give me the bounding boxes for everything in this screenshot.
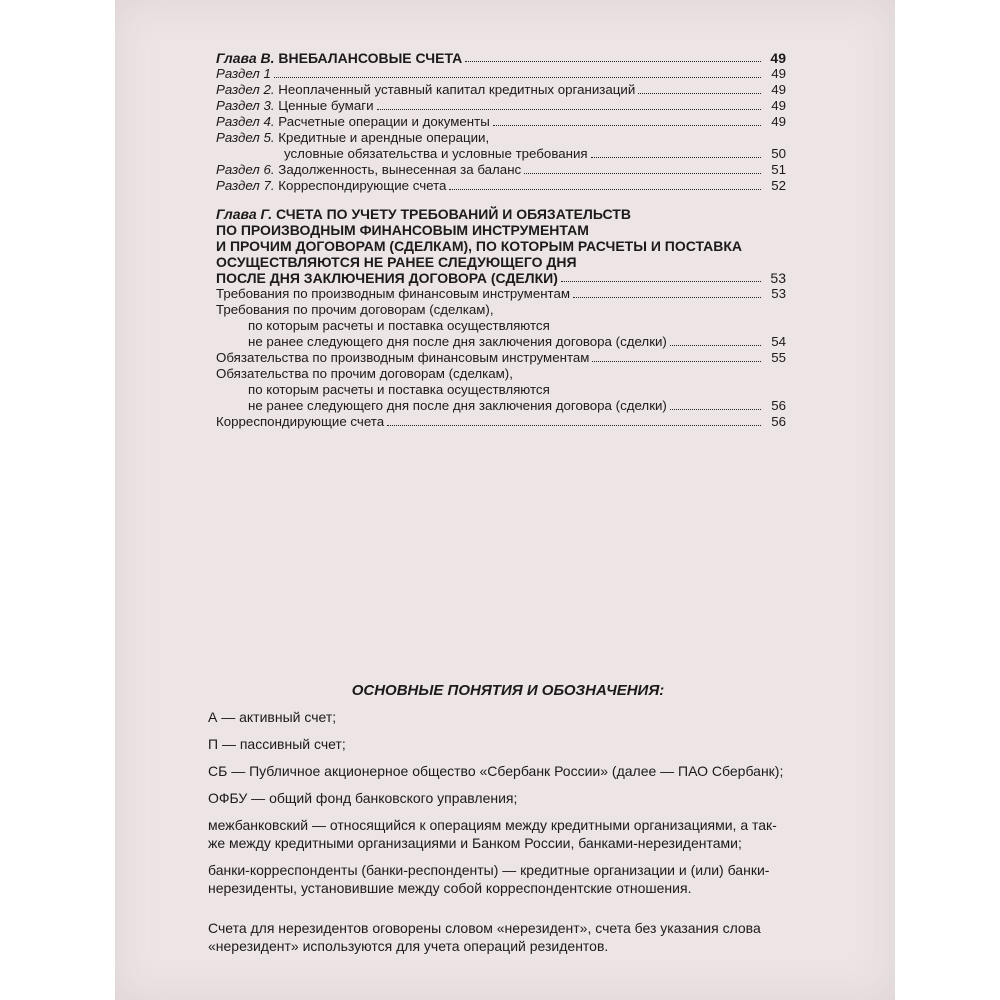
toc-section-2[interactable] (216, 82, 786, 98)
item-title-line: не ранее следующего дня после дня заключения договора (сделки) (248, 334, 667, 349)
toc-item-5[interactable] (216, 414, 786, 430)
leader-dots (387, 425, 761, 426)
leader-dots (274, 77, 761, 78)
item-title-line: по которым расчеты и поставка осуществляются (248, 382, 550, 397)
note-line: ОФБУ — общий фонд банковского управления; (208, 790, 518, 806)
leader-dots (670, 409, 761, 410)
page-number: 55 (771, 350, 786, 365)
leader-dots (493, 125, 761, 126)
chapter-title-line: ПО ПРОИЗВОДНЫМ ФИНАНСОВЫМ ИНСТРУМЕНТАМ (216, 222, 589, 238)
note-item (208, 735, 788, 753)
leader-dots (573, 297, 761, 298)
notes-footer (208, 919, 788, 955)
page-number: 56 (771, 398, 786, 413)
toc-section-4[interactable] (216, 114, 786, 130)
chapter-title-line: СЧЕТА ПО УЧЕТУ ТРЕБОВАНИЙ И ОБЯЗАТЕЛЬСТВ (276, 206, 631, 222)
table-of-contents (216, 50, 786, 430)
note-item (208, 762, 788, 780)
item-title: Требования по прочим договорам (сделкам), (216, 302, 494, 317)
section-title-continued: условные обязательства и условные требования (284, 146, 588, 161)
leader-dots (377, 109, 762, 110)
page-number: 49 (771, 114, 786, 129)
leader-dots (592, 361, 761, 362)
leader-dots (561, 281, 761, 282)
section-title: Задолженность, вынесенная за баланс (278, 162, 522, 177)
note-item (208, 861, 788, 897)
page-number: 50 (771, 146, 786, 161)
chapter-label: Глава В. (216, 50, 275, 66)
item-title-line: не ранее следующего дня после дня заключения договора (сделки) (248, 398, 667, 413)
page-number: 49 (771, 82, 786, 97)
note-item (208, 789, 788, 807)
chapter-title-line: ПОСЛЕ ДНЯ ЗАКЛЮЧЕНИЯ ДОГОВОРА (СДЕЛКИ) (216, 270, 558, 286)
page-number: 49 (770, 50, 786, 66)
toc-section-1[interactable] (216, 66, 786, 82)
toc-chapter-g[interactable] (216, 206, 786, 222)
toc-section-5[interactable] (216, 130, 786, 146)
leader-dots (670, 345, 761, 346)
toc-item-4[interactable] (216, 366, 786, 382)
leader-dots (449, 189, 761, 190)
page-number: 51 (771, 162, 786, 177)
leader-dots (465, 61, 761, 62)
chapter-label: Глава Г. (216, 206, 273, 222)
note-item (208, 816, 788, 852)
page-number: 53 (771, 286, 786, 301)
item-title-line: по которым расчеты и поставка осуществляются (248, 318, 550, 333)
item-title: Обязательства по производным финансовым инструментам (216, 350, 590, 365)
note-line: А — активный счет; (208, 709, 337, 725)
toc-section-6[interactable] (216, 162, 786, 178)
section-label: Раздел 4. (216, 114, 275, 129)
footer-line: «нерезидент» используются для учета операций резидентов. (208, 938, 609, 954)
note-line: СБ — Публичное акционерное общество «Сбербанк России» (далее — ПАО Сбербанк); (208, 763, 784, 779)
note-item (208, 708, 788, 726)
section-label: Раздел 7. (216, 178, 275, 193)
note-line: банки-корреспонденты (банки-респонденты) — кредитные организации и (или) банки- (208, 862, 770, 878)
page-number: 52 (771, 178, 786, 193)
section-label: Раздел 2. (216, 82, 275, 97)
page-number: 49 (771, 66, 786, 81)
section-label: Раздел 6. (216, 162, 275, 177)
leader-dots (591, 157, 761, 158)
notes-title: ОСНОВНЫЕ ПОНЯТИЯ И ОБОЗНАЧЕНИЯ: (351, 682, 665, 699)
footer-line: Счета для нерезидентов оговорены словом «нерезидент», счета без указания слова (208, 920, 761, 936)
toc-chapter-g-last-line[interactable] (216, 270, 786, 286)
page-number: 56 (771, 414, 786, 429)
section-title: Неоплаченный уставный капитал кредитных организаций (278, 82, 636, 97)
item-title: Корреспондирующие счета (216, 414, 385, 429)
toc-section-5-continued[interactable] (216, 146, 786, 162)
note-line: межбанковский — относящийся к операциям между кредитными организациями, а так- (208, 817, 777, 833)
toc-item-3[interactable] (216, 350, 786, 366)
chapter-title-line: ОСУЩЕСТВЛЯЮТСЯ НЕ РАНЕЕ СЛЕДУЮЩЕГО ДНЯ (216, 254, 577, 270)
section-title: Кредитные и арендные операции, (278, 130, 490, 145)
section-title: Расчетные операции и документы (278, 114, 490, 129)
item-title: Обязательства по прочим договорам (сделкам), (216, 366, 513, 381)
note-line: нерезиденты, установившие между собой корреспондентские отношения. (208, 880, 692, 896)
page-number: 53 (770, 270, 786, 286)
toc-item-2-last-line[interactable] (216, 334, 786, 350)
note-line: же между кредитными организациями и Банком России, банками-нерезидентами; (208, 835, 742, 851)
section-title: Ценные бумаги (278, 98, 374, 113)
section-title: Корреспондирующие счета (278, 178, 447, 193)
leader-dots (638, 93, 761, 94)
page-number: 49 (771, 98, 786, 113)
page-number: 54 (771, 334, 786, 349)
chapter-title-line: И ПРОЧИМ ДОГОВОРАМ (СДЕЛКАМ), ПО КОТОРЫМ РАСЧЕТЫ И ПОСТАВКА (216, 238, 743, 254)
toc-chapter-v[interactable] (216, 50, 786, 66)
note-line: П — пассивный счет; (208, 736, 346, 752)
notes-section (208, 682, 788, 955)
item-title: Требования по производным финансовым инструментам (216, 286, 571, 301)
toc-section-7[interactable] (216, 178, 786, 194)
section-label: Раздел 5. (216, 130, 275, 145)
leader-dots (524, 173, 761, 174)
toc-section-3[interactable] (216, 98, 786, 114)
toc-item-4-last-line[interactable] (216, 398, 786, 414)
toc-item-1[interactable] (216, 286, 786, 302)
chapter-title: ВНЕБАЛАНСОВЫЕ СЧЕТА (278, 50, 463, 66)
toc-item-2[interactable] (216, 302, 786, 318)
section-label: Раздел 1 (216, 66, 271, 81)
section-label: Раздел 3. (216, 98, 275, 113)
